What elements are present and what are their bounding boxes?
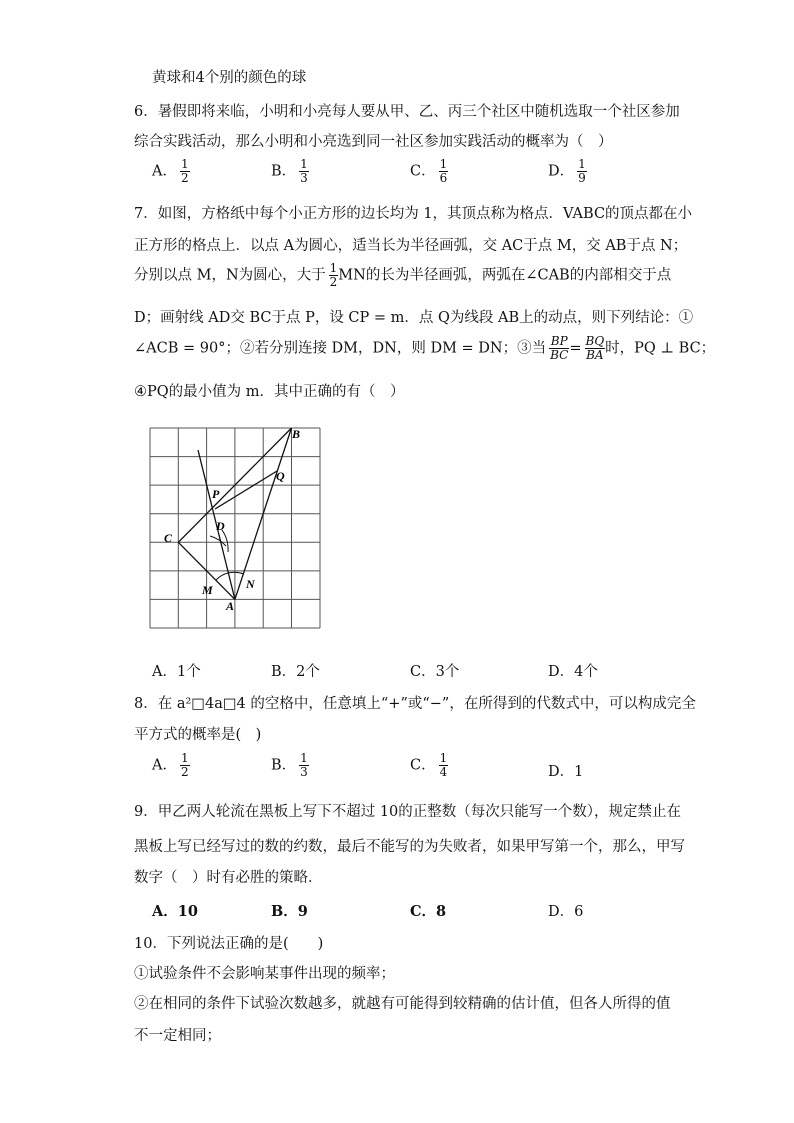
frac-den: 4 (439, 765, 448, 779)
q7-line5 (134, 335, 715, 362)
q6-option-b[interactable] (271, 158, 309, 185)
q7-line6: ④PQ的最小值为 m．其中正确的有（ ） (134, 384, 405, 400)
q7-line5-part2: 时，PQ ⊥ BC； (605, 340, 716, 357)
q6-option-c[interactable] (410, 158, 448, 185)
frac-den: 6 (439, 171, 448, 185)
q7-line3 (134, 262, 671, 289)
option-label: C． (410, 757, 436, 774)
frac-num: 1 (439, 157, 448, 171)
option-text: 1 (574, 764, 584, 780)
frac-num: 1 (300, 751, 308, 765)
q10-line2: ①试验条件不会影响某事件出现的频率； (134, 966, 395, 982)
option-label: D． (548, 163, 575, 180)
q9-line1: 9．甲乙两人轮流在黑板上写下不超过 10的正整数（每次只能写一个数），规定禁止在 (134, 804, 682, 820)
q6-line2: 综合实践活动，那么小明和小亮选到同一社区参加实践活动的概率为（ ） (134, 134, 613, 150)
label-d: D (216, 519, 225, 533)
frac-num: 1 (300, 157, 308, 171)
frac-den: 2 (180, 171, 189, 185)
q9-line2: 黑板上写已经写过的数的约数，最后不能写的为失败者，如果甲写第一个，那么，甲写 (134, 839, 685, 855)
q8-option-b[interactable] (271, 752, 309, 779)
option-label: B． (271, 163, 297, 180)
q6-option-d[interactable] (548, 158, 587, 185)
label-p: P (212, 487, 220, 501)
label-c: C (164, 531, 173, 545)
q7-option-a[interactable]: A．1个 (152, 664, 201, 680)
frac-num: BQ (585, 334, 605, 348)
q7-grid-figure (140, 418, 330, 634)
q8-line2: 平方式的概率是( ) (134, 727, 262, 743)
frac-num: 1 (180, 751, 189, 765)
frac-den: 3 (300, 765, 308, 779)
q7-line2: 正方形的格点上．以点 A为圆心，适当长为半径画弧，交 AC于点 M，交 AB于点 N； (134, 238, 688, 254)
frac-den: 2 (329, 275, 338, 289)
q6-line1: 6．暑假即将来临，小明和小亮每人要从甲、乙、丙三个社区中随机选取一个社区参加 (134, 104, 680, 120)
frac-num: 1 (439, 751, 448, 765)
top-line: 黄球和4个别的颜色的球 (152, 70, 307, 86)
label-b: B (292, 427, 301, 441)
label-a: A (226, 599, 235, 613)
q7-line3-part1: 分别以点 M，N为圆心，大于 (134, 267, 326, 284)
frac-den: BA (586, 348, 604, 362)
frac-den: 3 (300, 171, 308, 185)
frac-num: BP (550, 334, 568, 348)
q9-option-b[interactable]: B．9 (271, 903, 308, 920)
option-label: D． (548, 764, 575, 780)
q7-line5-part1: ∠ACB = 90°；②若分别连接 DM，DN，则 DM = DN；③当 (134, 340, 547, 357)
q7-line1: 7．如图，方格纸中每个小正方形的边长均为 1，其顶点称为格点．VABC的顶点都在小 (134, 206, 693, 222)
arc-d1 (210, 536, 226, 546)
q7-option-c[interactable]: C．3个 (410, 664, 460, 680)
q10-line4: 不一定相同； (134, 1028, 221, 1044)
option-label: A． (152, 163, 177, 180)
q8-option-d[interactable] (548, 760, 583, 781)
q9-option-a[interactable]: A．10 (152, 903, 198, 920)
frac-den: 9 (578, 171, 586, 185)
label-n: N (246, 577, 255, 591)
q8-line1: 8．在 a²□4a□4 的空格中，任意填上“+”或“−”，在所得到的代数式中，可以构成完全 (134, 696, 696, 712)
q9-option-d[interactable]: D．6 (548, 904, 584, 920)
option-label: B． (271, 757, 297, 774)
frac-den: 2 (180, 765, 189, 779)
q7-option-d[interactable]: D．4个 (548, 664, 598, 680)
q7-line4: D；画射线 AD交 BC于点 P，设 CP = m．点 Q为线段 AB上的动点，则下列结论：① (134, 310, 694, 326)
q8-option-a[interactable] (152, 752, 190, 779)
q9-option-c[interactable]: C．8 (410, 903, 447, 920)
label-m: M (202, 583, 213, 597)
option-label: C． (410, 163, 436, 180)
frac-num: 1 (578, 157, 586, 171)
option-label: A． (152, 757, 177, 774)
q7-option-b[interactable]: B．2个 (271, 664, 320, 680)
label-q: Q (276, 469, 285, 483)
equals-sign: = (569, 340, 582, 357)
frac-num: 1 (329, 261, 338, 275)
q10-line3: ②在相同的条件下试验次数越多，就越有可能得到较精确的估计值，但各人所得的值 (134, 996, 671, 1012)
q10-line1: 10．下列说法正确的是( ) (134, 936, 324, 952)
q8-option-c[interactable] (410, 752, 448, 779)
frac-den: BC (550, 348, 569, 362)
q6-option-a[interactable] (152, 158, 190, 185)
frac-num: 1 (180, 157, 189, 171)
q9-line3: 数字（ ）时有必胜的策略． (134, 870, 323, 886)
q7-line3-part2: MN的长为半径画弧，两弧在∠CAB的内部相交于点 (338, 267, 672, 284)
